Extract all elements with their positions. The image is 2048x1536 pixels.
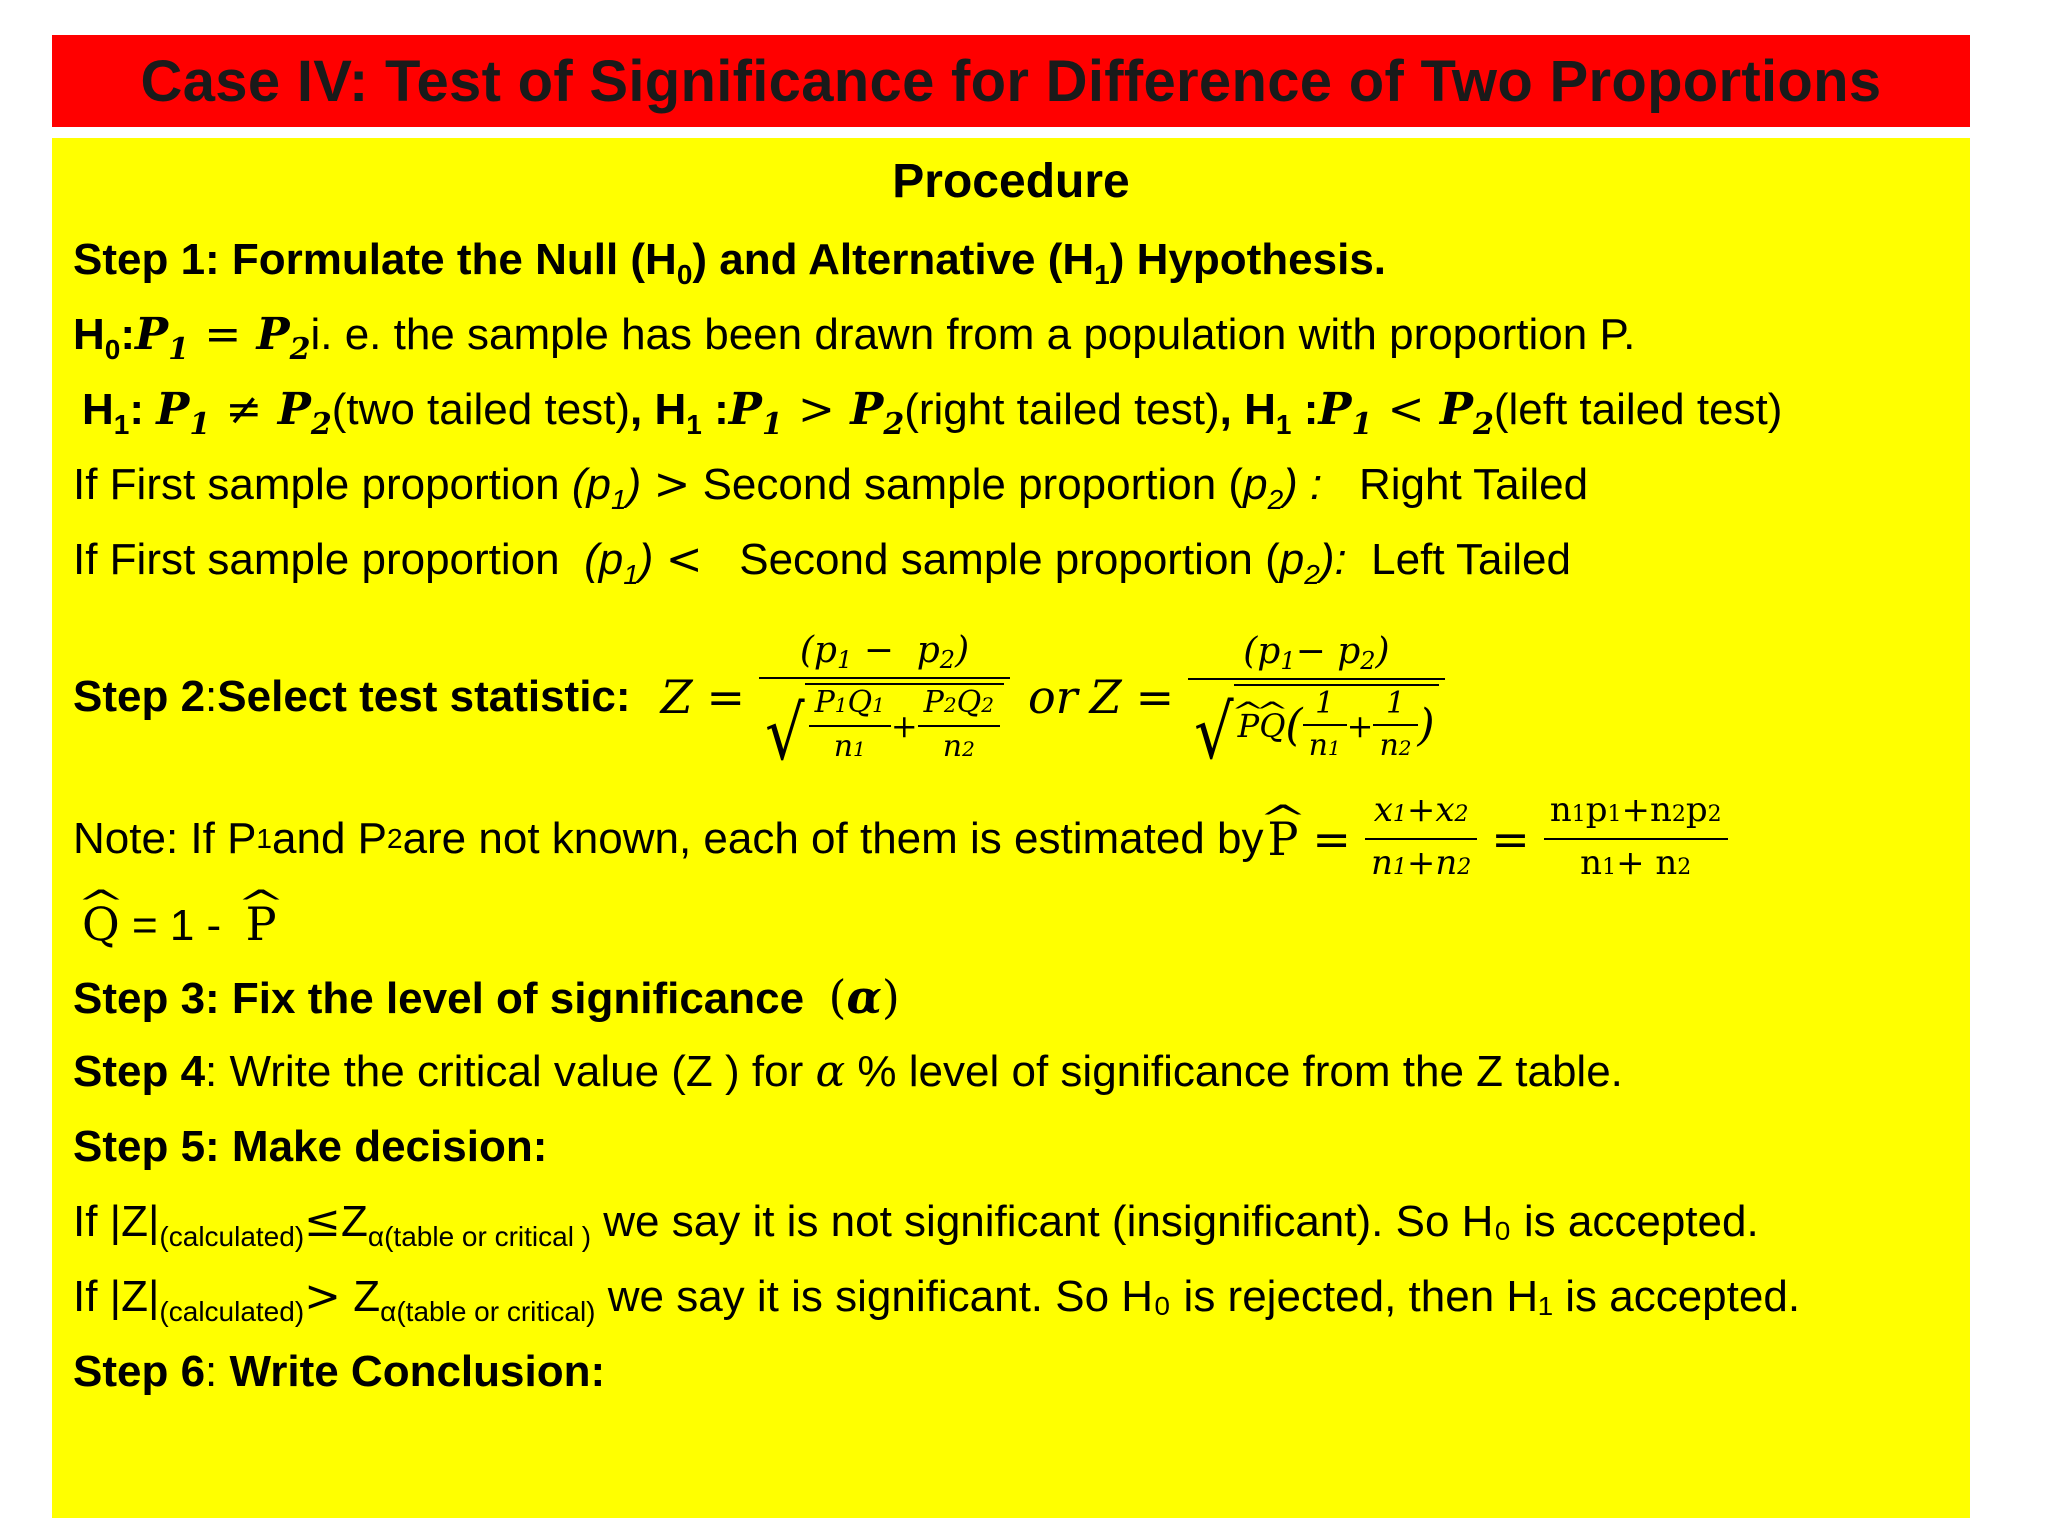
step2-rest: Select test statistic:	[217, 672, 631, 721]
step1-mid: ) and Alternative (H	[692, 235, 1095, 284]
p-hat-frac-2: $\frac{n1p1+n2p2}{n1+ n2}$	[1544, 791, 1728, 887]
step6-label: Step 6	[73, 1347, 206, 1396]
decision1-prefix: If |Z|	[73, 1197, 160, 1246]
step1-label: Step 1: Formulate the Null (H	[73, 235, 677, 284]
h0-line	[73, 309, 1636, 367]
h1-line: $H_1$: $P_1 \ne P_2(two$ tailed test), $H_1$ $:P_1$ > $P_2(right$ tailed test), $H_1$ $:P_1$ < $P_2(left$ tailed test)	[82, 384, 1783, 442]
step6-colon: :	[205, 1347, 230, 1396]
decision1-sub-table: α(table or critical )	[367, 1221, 592, 1252]
decision2-sub-table: α(table or critical)	[380, 1296, 596, 1327]
procedure-panel	[52, 138, 1970, 1518]
h0-equation: $P_1 = P_2$	[135, 309, 311, 367]
alpha-symbol: (α)	[828, 970, 900, 1024]
z-formula-2: (p1− p2) √ ^ P ^ Q ( $\frac{1}{n1}$ + $\frac{1}{n2}$ )	[1188, 630, 1445, 764]
h0-text: i. e. the sample has been drawn from a population with proportion P.	[310, 310, 1636, 359]
decision1-z: Z	[341, 1197, 368, 1246]
step4-label: Step 4	[73, 1047, 206, 1096]
left-p1-close: )	[638, 535, 654, 584]
right-p1-close: )	[626, 460, 642, 509]
note-line: Note: If P 1 and P 2 are not known, each of them is estimated by ^ P = $\frac{x1+x2}{n1+n2}$ = $\frac{n1p1+n2p2}{n1+ n2}$	[73, 784, 1728, 894]
procedure-heading: Procedure	[892, 155, 1130, 208]
decision2-sub-calc: (calculated)	[159, 1296, 305, 1327]
left-p2-close: ):	[1319, 535, 1347, 584]
decision2-z: Z	[353, 1272, 381, 1321]
z-symbol-2: Z	[1089, 670, 1122, 724]
left-middle: Second sample proportion (	[727, 535, 1280, 584]
h1-right-tailed: (right tailed test)	[904, 385, 1220, 434]
step2-colon: :	[205, 672, 218, 721]
step2-label: Step 2	[73, 672, 206, 721]
h0-sub: 0	[104, 334, 121, 365]
note-text: Note: If P	[73, 814, 257, 863]
decision1-text: we say it is not significant (insignificant). So H₀ is accepted.	[591, 1197, 1759, 1246]
title-banner	[52, 35, 1970, 127]
sqrt-2: √ ^ P ^ Q ( $\frac{1}{n1}$ + $\frac{1}{n2}$ )	[1194, 684, 1439, 764]
right-prefix: If First sample proportion	[73, 460, 572, 509]
step1-sub0: 0	[676, 259, 693, 290]
right-result: Right Tailed	[1358, 460, 1589, 509]
step5-line	[73, 1121, 547, 1173]
decision-reject-line: If $|Z|_{(calculated)}> Z_{\alpha(table or critical)}$ we say it is significant. So H₀ is rejected, then H₁ is accepted.	[73, 1271, 1801, 1327]
h0-letter: H	[73, 310, 105, 359]
step6-rest: Write Conclusion:	[229, 1347, 606, 1396]
note-rest: are not known, each of them is estimated by	[402, 814, 1264, 863]
p-hat-2: ^ P	[246, 898, 277, 950]
h1-two-tailed: (two tailed test)	[331, 385, 631, 434]
step1-sub1: 1	[1094, 259, 1110, 290]
left-p1: (p	[584, 535, 624, 584]
or-word: or	[1027, 670, 1078, 724]
z-formula-1: (p1 − p2) √ $\frac{P1Q1}{n1}$ + $\frac{P2Q2}{n2}$	[759, 629, 1010, 765]
sqrt-1: √ $\frac{P1Q1}{n1}$ + $\frac{P2Q2}{n2}$	[765, 683, 1004, 765]
qhat-text: = 1 -	[119, 901, 234, 950]
h1-left-tailed: (left tailed test)	[1493, 385, 1783, 434]
page-title: Case IV: Test of Significance for Difference of Two Proportions	[140, 48, 1882, 114]
p-hat: ^ P	[1267, 813, 1298, 865]
right-p2-close: ) :	[1283, 460, 1323, 509]
step1-end: ) Hypothesis.	[1109, 235, 1387, 284]
right-p2: p	[1243, 460, 1268, 509]
p-hat-frac-1: $\frac{x1+x2}{n1+n2}$	[1365, 791, 1477, 887]
step4-text-b: % level of significance from the Z table.	[845, 1047, 1623, 1096]
step4-line: Step 4: Write the critical value (Z ) for α % level of significance from the Z table.	[73, 1046, 1623, 1097]
note-and: and P	[272, 814, 387, 863]
h0-colon: :	[120, 310, 136, 359]
step5-label: Step 5: Make decision:	[73, 1122, 548, 1171]
step3-label: Step 3: Fix the level of significance	[73, 974, 805, 1023]
decision2-text: we say it is significant. So H₀ is rejected, then H₁ is accepted.	[595, 1272, 1801, 1321]
left-prefix: If First sample proportion	[73, 535, 572, 584]
left-p2: p	[1279, 535, 1305, 584]
right-middle: Second sample proportion (	[702, 460, 1244, 509]
step2-line: Step 2 : Select test statistic: Z = (p1 − p2) √ $\frac{P1Q1}{n1}$ + $\frac{P2Q2}{n2}$ or Z = (p1− p2) √ ^ P ^ Q ( $\frac{1}{n1}$ + $\frac{1}{n2}$ )	[73, 622, 1445, 772]
step3-line	[73, 971, 900, 1025]
left-result: Left Tailed	[1371, 535, 1571, 584]
decision2-prefix: If |Z|	[73, 1272, 160, 1321]
decision-accept-line: If $|Z|_{(calculated)}\le Z_{\alpha(table or critical )}$ we say it is not significant (insignificant). So H₀ is accepted.	[73, 1196, 1759, 1252]
step1-line	[73, 234, 1387, 290]
h1-comma-1: ,	[630, 385, 643, 434]
right-p1: (p	[571, 460, 611, 509]
step6-line	[73, 1346, 605, 1398]
decision1-sub-calc: (calculated)	[159, 1221, 305, 1252]
q-hat: ^ Q	[82, 898, 120, 950]
z-symbol-1: Z	[660, 670, 693, 724]
step4-text-a: : Write the critical value (Z ) for	[205, 1047, 816, 1096]
h1-comma-2: ,	[1219, 385, 1232, 434]
qhat-line	[82, 898, 277, 952]
right-tailed-line: If First sample proportion $(p_1)$ > Second sample proportion $(p_2)$ : Right Tailed	[73, 459, 1589, 515]
left-tailed-line: If First sample proportion $(p_1)$ < Second sample proportion $(p_2)$: Left Tailed	[73, 534, 1571, 590]
